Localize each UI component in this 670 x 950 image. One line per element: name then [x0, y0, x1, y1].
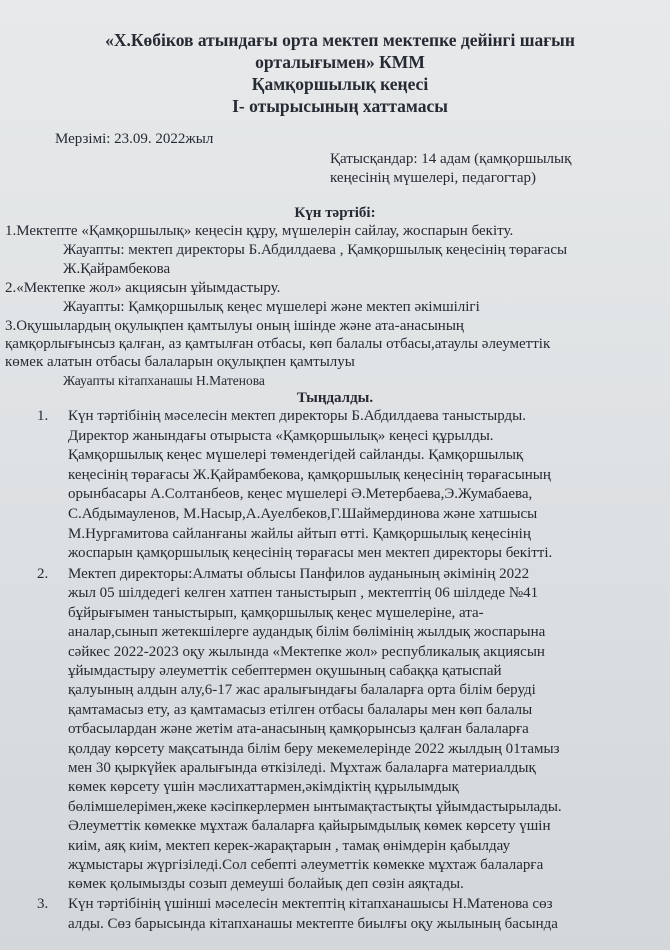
paragraph-line: М.Нургамитова сайланғаны жайлы айтып өтті. Қамқоршылық кеңесінің — [68, 525, 531, 542]
paragraph-line: Директор жанындағы отырыста «Қамқоршылық» кеңесі құрылды. — [68, 427, 494, 444]
header-council-title: Қамқоршылық кеңесі — [251, 74, 429, 94]
paragraph-line: орынбасары А.Солтанбеов, кеңес мүшелері Ә.Метербаева,Э.Жумабаева, — [68, 486, 533, 503]
paragraph-line: жұмыстары жүргізіледі.Сол себепті әлеуметтік көмекке мұхтаж балаларға — [68, 857, 544, 873]
header-school-name: «Х.Көбіков атындағы орта мектеп мектепке дейінгі шағын — [105, 30, 575, 50]
paragraph-line: көмек қолымызды созып демеуші болайық деп сөзін аяқтады. — [68, 876, 464, 893]
agenda-item-1: 1.Мектепте «Қамқоршылық» кеңесін құру, мүшелерін сайлау, жоспарын бекіту. — [5, 223, 514, 239]
paragraph-line: Күн тәртібінің мәселесін мектеп директоры Б.Абдилдаева таныстырды. — [68, 408, 527, 424]
participants-line-1: Қатысқандар: 14 адам (қамқоршылық — [330, 151, 572, 167]
heard-title: Тыңдалды. — [296, 390, 374, 406]
agenda-item-1-responsible: Жауапты: мектеп директоры Б.Абдилдаева , Қамқоршылық кеңесінің төрағасы — [63, 242, 568, 258]
paragraph-line: алды. Сөз барысында кітапханашы мектепте биылғы оқу жылының басында — [68, 915, 558, 932]
paragraph-line: сәйкес 2022-2023 оқу жылында «Мектепке жол» республикалық акциясын — [68, 643, 545, 660]
paragraph-line: қамтамасыз ету, аз қамтамасыз етілген отбасы балалары мен көп балалы — [68, 701, 533, 718]
heard-item-2-number: 2. — [37, 566, 49, 582]
heard-item-3-number: 3. — [37, 896, 49, 912]
paragraph-line: Қамқоршылық кеңес мүшелері төмендегідей сайланды. Қамқоршылық — [68, 447, 524, 464]
paragraph-line: кеңесінің төрағасы Ж.Қайрамбекова, қамқоршылық кеңесінің төрағасының — [68, 466, 551, 483]
meeting-date: Мерзімі: 23.09. 2022жыл — [55, 131, 214, 147]
paragraph-line: мен 30 қыркүйек аралығында өткізіледі. Мұхтаж балаларға материалдық — [68, 760, 536, 776]
paragraph-line: бөлімшелерімен,жеке кәсіпкерлермен ынтымақтастықты ұйымдастырылады. — [68, 798, 562, 815]
agenda-item-3-responsible: Жауапты кітапханашы Н.Матенова — [63, 373, 265, 388]
heard-item-1-number: 1. — [37, 408, 49, 424]
header-school-name-cont: орталығымен» КММ — [255, 52, 425, 72]
paragraph-line: ұйымдастыру әлеуметтік себептермен оқушының сабаққа қатыспай — [68, 663, 502, 679]
header-protocol-title: І- отырысының хаттамасы — [232, 96, 448, 116]
agenda-item-2: 2.«Мектепке жол» акциясын ұйымдастыру. — [5, 280, 281, 296]
paragraph-line: отбасылардан және жетім ата-анасының қамқорынсыз қалған балаларға — [68, 721, 529, 738]
agenda-title: Күн тәртібі: — [294, 205, 376, 221]
agenda-item-3-cont-1: қамқорлығынсыз қалған, аз қамтылған отбасы, көп балалы отбасы,атаулы әлеуметтік — [5, 336, 551, 352]
participants-line-2: кеңесінің мүшелері, педагогтар) — [330, 170, 537, 186]
paragraph-line: қолдау көрсету мақсатында білім беру мекемелерінде 2022 жылдың 01тамыз — [68, 740, 560, 757]
paragraph-line: жоспарын қамқоршылық кеңесінің төрағасы мен мектеп директоры бекітті. — [68, 545, 553, 562]
paragraph-line: Мектеп директоры:Алматы облысы Панфилов ауданының әкімінің 2022 — [68, 566, 530, 582]
paragraph-line: Әлеуметтік көмекке мұхтаж балаларға қайырымдылық көмек көрсету үшін — [68, 818, 551, 835]
paragraph-line: Күн тәртібінің үшінші мәселесін мектептің кітапханашысы Н.Матенова сөз — [68, 896, 553, 912]
paragraph-line: қалуының алдын алу,6-17 жас аралығындағы балаларға орта білім беруді — [68, 682, 536, 699]
paragraph-line: бұйрығымен таныстырып, қамқоршылық кеңес мүшелеріне, ата- — [68, 604, 484, 621]
agenda-item-2-responsible: Жауапты: Қамқоршылық кеңес мүшелері және мектеп әкімшілігі — [63, 299, 480, 315]
paragraph-line: аналар,сынып жетекшілерге аудандық білім бөлімінің жылдық жоспарына — [68, 624, 546, 641]
agenda-item-1-responsible-cont: Ж.Қайрамбекова — [63, 261, 171, 277]
agenda-item-3-cont-2: көмек алатын отбасы балаларын оқулықпен қамтылуы — [5, 354, 355, 370]
paragraph-line: жыл 05 шілдедегі келген хатпен таныстырып , мектептің 06 шілдеде №41 — [68, 585, 539, 602]
paragraph-line: С.Абдымауленов, М.Насыр,А.Ауелбеков,Г.Шаймердинова және хатшысы — [68, 506, 538, 522]
agenda-item-3: 3.Оқушылардың оқулықпен қамтылуы оның ішінде және ата-анасының — [5, 318, 464, 334]
paragraph-line: киім, аяқ киім, мектеп керек-жарақтарын , тамақ өнімдерін қабылдау — [68, 837, 511, 854]
paragraph-line: көмек көрсету үшін мәслихаттармен,әкімдіктің құрылымдық — [68, 779, 459, 796]
